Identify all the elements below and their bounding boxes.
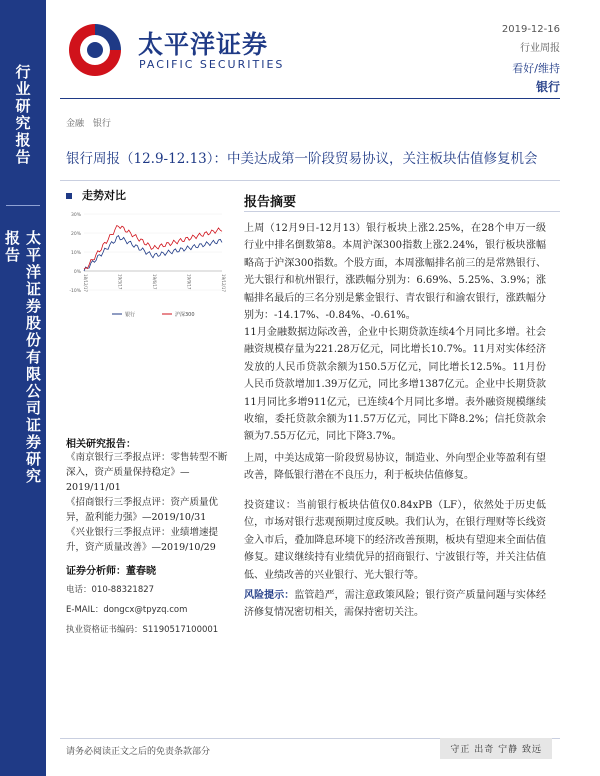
sidebar [0,0,46,776]
report-date: 2019-12-16 [501,24,560,35]
summary-paragraph: 11月金融数据边际改善，企业中长期贷款连续4个月同比多增。社会融资规模存量为221.28万亿元，同比增长10.7%。11月对实体经济发放的人民币贷款余额为150.5万亿元，同比增长12.5%。11月份人民币贷款增加1.39万亿元，同比多增1387亿元。企业中长期贷款11月同比多增911亿元，已连续4个月同比多增。表外融资规模继续收缩，委托贷款余额为11.57万亿元，同比下降8.2%；信托贷款余额为7.55万亿元，同比下降3.7%。 [244,327,546,443]
y-tick-label: -10% [69,289,81,294]
related-report-link[interactable]: 《招商银行三季报点评：资产质量优异，盈利能力强》—2019/10/31 [66,497,219,523]
breadcrumb [66,116,111,129]
analyst-name: 证券分析师：董春晓 [66,566,156,577]
rating: 看好/维持 [512,62,560,75]
related-report-link[interactable]: 《南京银行三季报点评：零售转型不断深入，资产质量保持稳定》—2019/11/01 [66,452,228,493]
trend-chart [62,206,230,324]
summary-paragraph: 上周，中美达成第一阶段贸易协议，制造业、外向型企业等盈利有望改善，降低银行潜在不良压力，利于板块估值修复。 [244,453,546,482]
logo-en-text: PACIFIC SECURITIES [139,58,285,71]
header-divider [60,98,560,99]
legend-label: 沪深300 [175,312,195,318]
trend-heading: 走势对比 [66,187,126,203]
analyst-phone: 电话：010-88321827 [66,585,155,595]
x-tick-label: 19/3/17 [117,274,123,290]
report-meta [502,24,560,76]
x-tick-label: 18/12/17 [83,274,88,292]
summary-paragraph: 上周（12月9日-12月13）银行板块上涨2.25%，在28个申万一级行业中排名倒数第8。本周沪深300指数上涨2.24%，银行板块涨幅略高于沪深300指数。个股方面，本周涨幅排名前三的是常熟银行、光大银行和杭州银行，涨跌幅分别为：6.69%、5.25%、3.9%；涨幅排名最后的三名分别是紫金银行、青农银行和渝农银行，涨跌幅分别为：-14.17%、-0.84%、-0.61%。 [244,223,546,322]
risk-label: 风险提示： [244,590,295,601]
summary-divider [244,211,560,212]
y-tick-label: 20% [70,232,81,237]
title-divider [60,180,560,181]
analyst-cert: 执业资格证书编码：S1190517100001 [66,625,219,635]
disclaimer: 请务必阅读正文之后的免责条款部分 [66,747,211,757]
risk-paragraph [244,587,546,622]
analyst-email[interactable]: E-MAIL：dongcx@tpyzq.com [66,605,188,615]
x-tick-label: 19/6/17 [152,274,157,290]
logo-cn-text: 太平洋证券 [138,30,269,59]
y-tick-label: 0% [73,270,81,275]
breadcrumb-item[interactable]: 金融 [66,119,85,129]
related-report-link[interactable]: 《兴业银行三季报点评：业绩增速提升，资产质量改善》—2019/10/29 [66,527,219,553]
report-type: 行业周报 [520,43,560,54]
sector-label: 银行 [535,80,560,94]
summary-paragraph: 投资建议：当前银行板块估值仅0.84xPB（LF），依然处于历史低位，市场对银行悲观预期过度反映。我们认为，在银行理财等长线资金入市后，叠加降息环境下的经济改善预期，板块有望迎来全面估值修复。建议继续持有业绩优异的招商银行、宁波银行等，并关注估值低、业绩改善的兴业银行、光大银行等。 [244,500,546,581]
sidebar-bottom-label: 太平洋证券股份有限公司证券研究报告 [3,230,42,485]
related-list [66,450,234,555]
series-line [84,236,222,271]
related-heading: 相关研究报告： [66,439,136,450]
summary-heading: 报告摘要 [244,195,297,210]
legend-label: 银行 [125,312,136,318]
x-tick-label: 19/12/17 [221,274,226,292]
y-tick-label: 30% [70,213,81,218]
y-tick-label: 10% [70,251,81,256]
analyst-contact [66,580,218,640]
sidebar-top-label: 行业研究报告 [13,64,32,166]
logo-mark-icon [60,20,130,80]
series-line [84,226,222,270]
x-tick-label: 19/9/17 [186,274,192,290]
sidebar-divider [6,205,40,206]
company-motto: 守正 出奇 宁静 致远 [440,738,552,759]
page-title: 银行周报（12.9-12.13）：中美达成第一阶段贸易协议，关注板块估值修复机会 [66,151,538,167]
risk-text: 监管趋严，需注意政策风险；银行资产质量问题与实体经济修复情况密切相关，需保持密切关注。 [244,590,547,619]
brand-logo [60,20,320,80]
breadcrumb-item[interactable]: 银行 [92,119,111,129]
